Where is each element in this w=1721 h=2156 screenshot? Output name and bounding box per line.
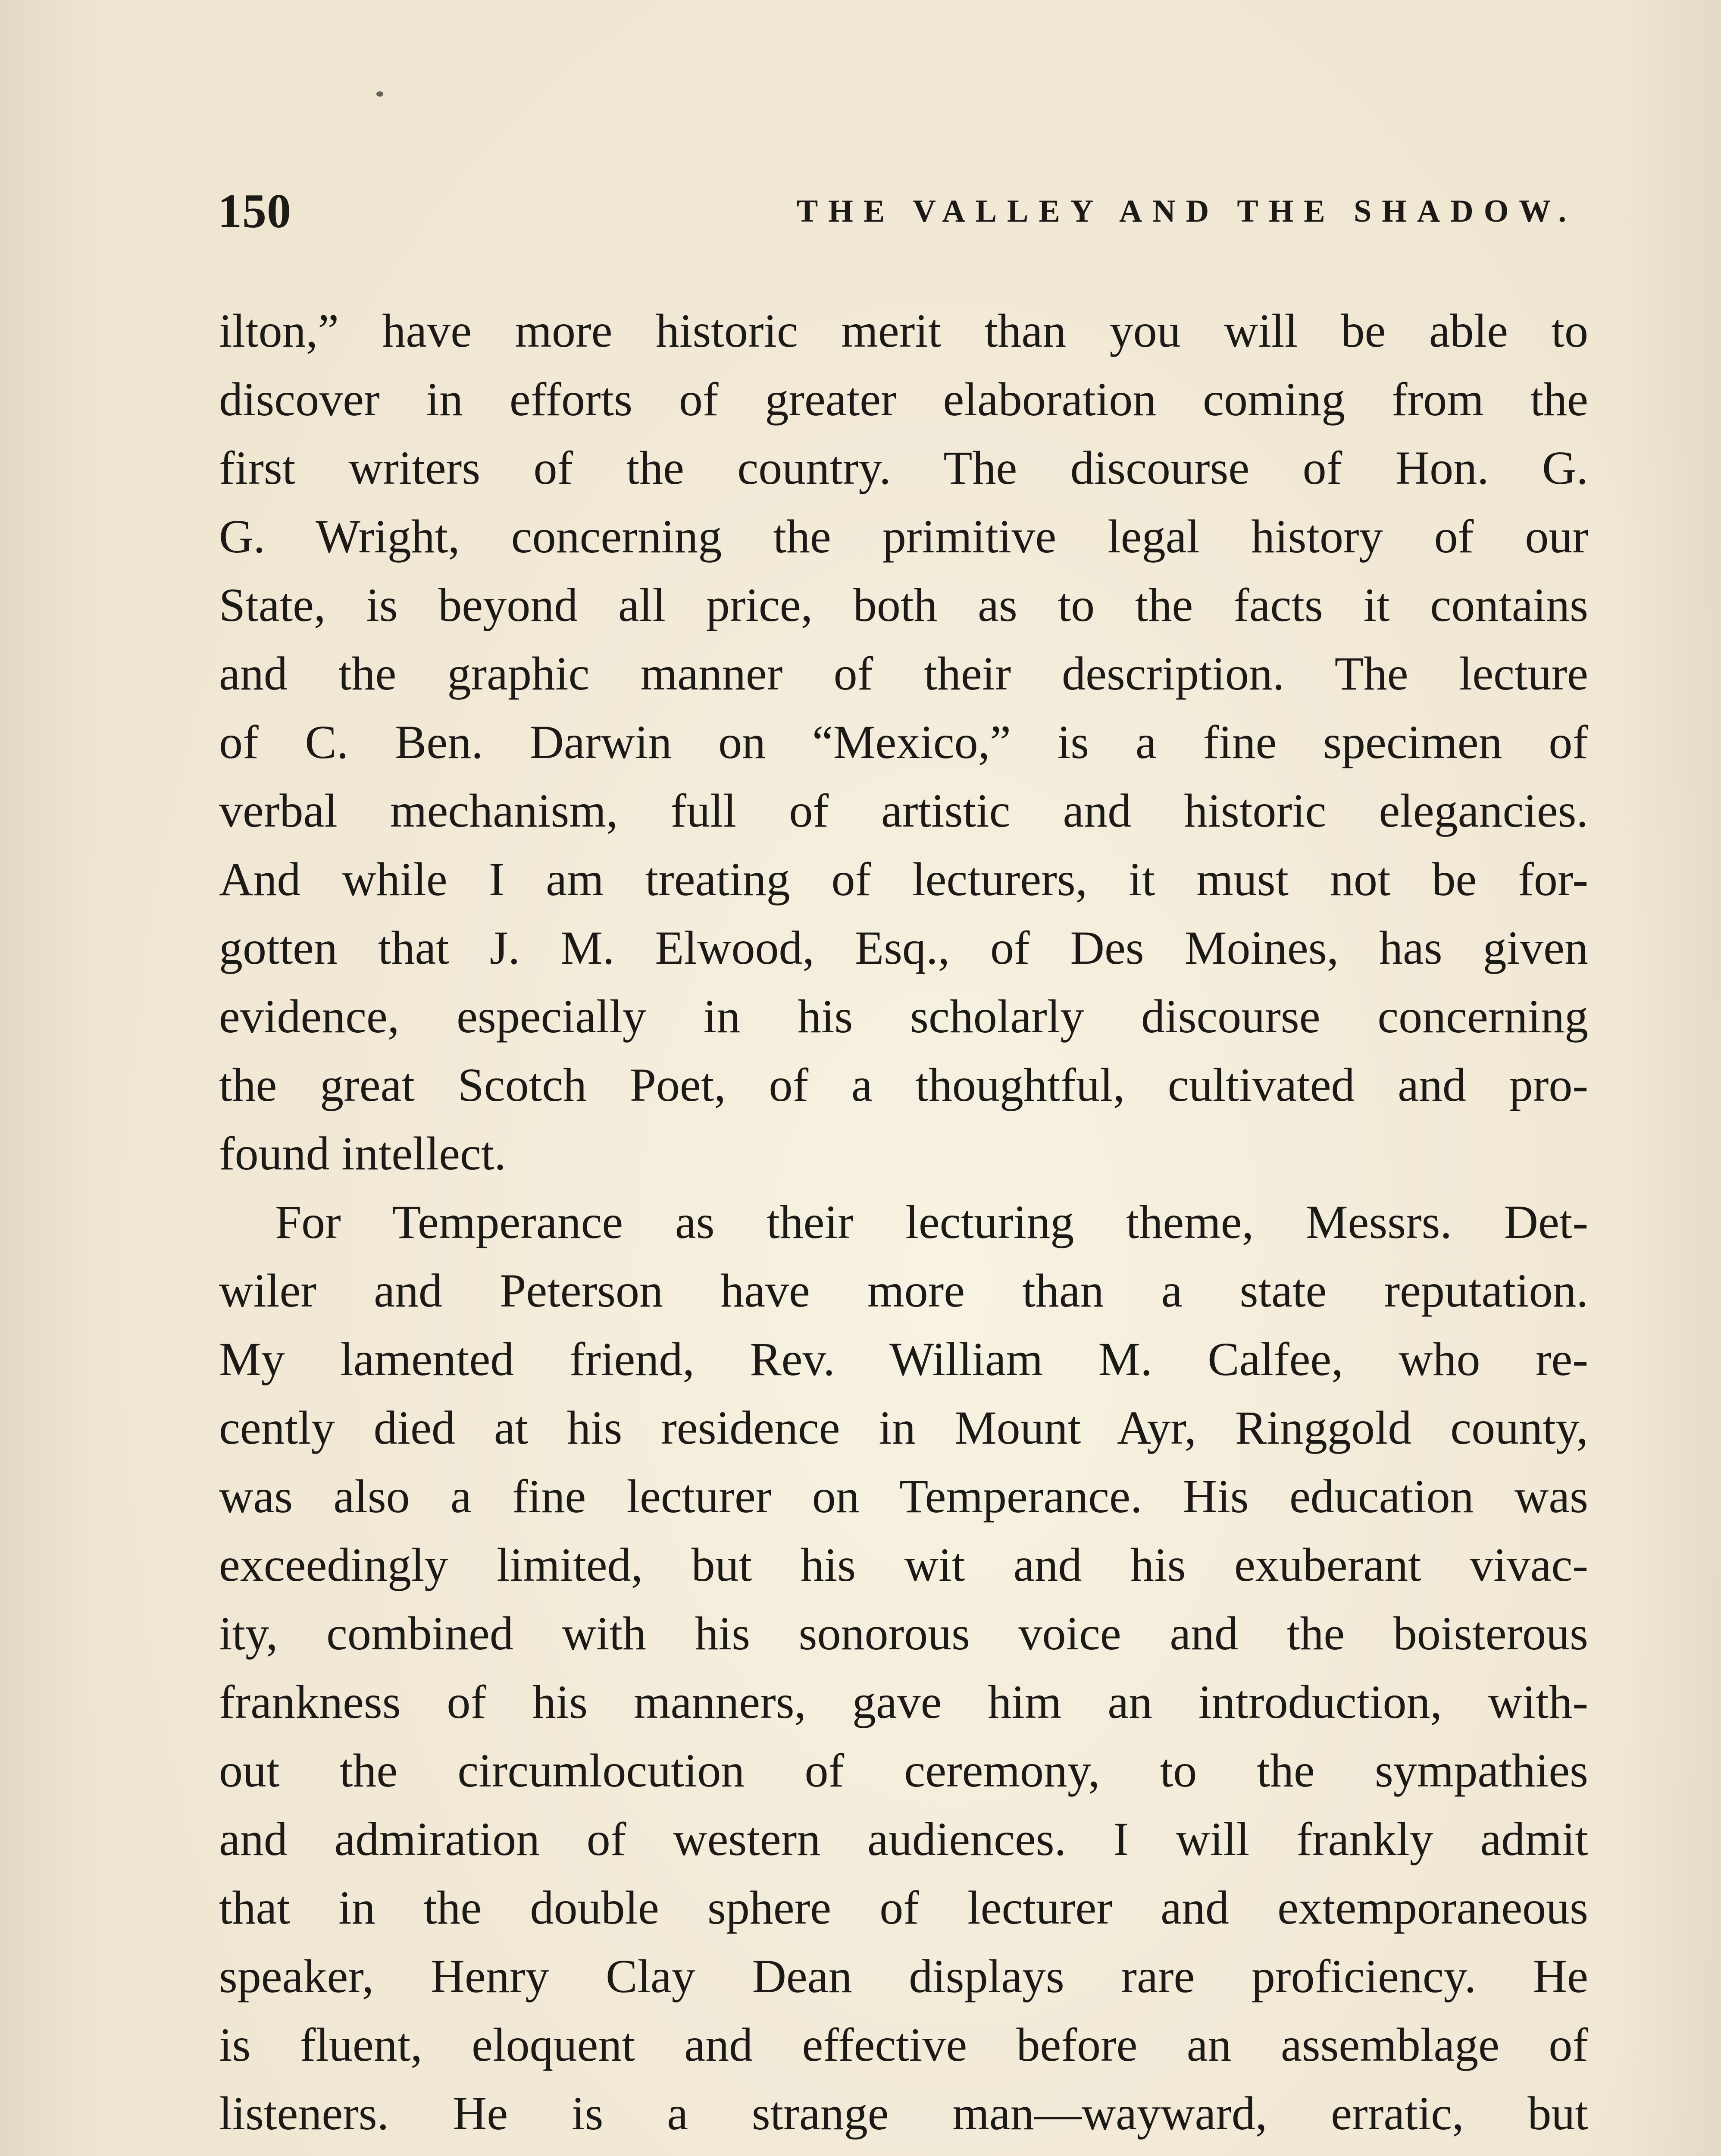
text-line: out the circumlocution of ceremony, to the sympathies — [219, 1744, 1588, 1797]
text-line: the great Scotch Poet, of a thoughtful, cultivated and pro- — [219, 1059, 1588, 1111]
text-line: And while I am treating of lecturers, it must not be for- — [219, 853, 1588, 906]
text-line: listeners. He is a strange man—wayward, erratic, but — [219, 2087, 1588, 2140]
text-line: cently died at his residence in Mount Ayr, Ringgold county, — [219, 1401, 1588, 1454]
text-line: was also a fine lecturer on Temperance. His education was — [219, 1470, 1588, 1523]
text-line: that in the double sphere of lecturer and extemporaneous — [219, 1881, 1588, 1934]
text-line: is fluent, eloquent and effective before an assemblage of — [219, 2018, 1588, 2071]
text-line: ilton,” have more historic merit than you will be able to — [219, 304, 1588, 357]
ink-speck — [376, 91, 383, 97]
text-line: frankness of his manners, gave him an introduction, with- — [219, 1676, 1588, 1728]
text-line — [219, 2148, 1588, 2156]
paragraph-1 — [219, 297, 1588, 1188]
text-line: and the graphic manner of their description. The lecture — [219, 647, 1588, 700]
text-line: G. Wright, concerning the primitive legal history of our — [219, 510, 1588, 563]
text-line: of C. Ben. Darwin on “Mexico,” is a fine specimen of — [219, 716, 1588, 768]
text-line: evidence, especially in his scholarly discourse concerning — [219, 990, 1588, 1043]
text-line: and admiration of western audiences. I will frankly admit — [219, 1813, 1588, 1865]
running-head — [218, 181, 1589, 241]
body-text — [219, 297, 1588, 2156]
text-line: State, is beyond all price, both as to the facts it contains — [219, 579, 1588, 631]
paragraph-2 — [219, 1188, 1588, 2156]
text-line: speaker, Henry Clay Dean displays rare proficiency. He — [219, 1950, 1588, 2002]
text-line: For Temperance as their lecturing theme, Messrs. Det- — [275, 1196, 1588, 1248]
text-line: discover in efforts of greater elaboration coming from the — [219, 373, 1588, 426]
running-title: THE VALLEY AND THE SHADOW. — [796, 193, 1577, 229]
text-line: ity, combined with his sonorous voice and the boisterous — [219, 1607, 1588, 1660]
text-line: gotten that J. M. Elwood, Esq., of Des Moines, has given — [219, 921, 1588, 974]
text-line: found intellect. — [219, 1127, 506, 1180]
text-line: wiler and Peterson have more than a state reputation. — [219, 1264, 1588, 1317]
text-line: My lamented friend, Rev. William M. Calfee, who re- — [219, 1333, 1588, 1385]
text-line: verbal mechanism, full of artistic and historic elegancies. — [219, 784, 1588, 837]
page-number: 150 — [218, 184, 291, 238]
text-line: first writers of the country. The discourse of Hon. G. — [219, 442, 1588, 494]
text-line: exceedingly limited, but his wit and his exuberant vivac- — [219, 1539, 1588, 1591]
